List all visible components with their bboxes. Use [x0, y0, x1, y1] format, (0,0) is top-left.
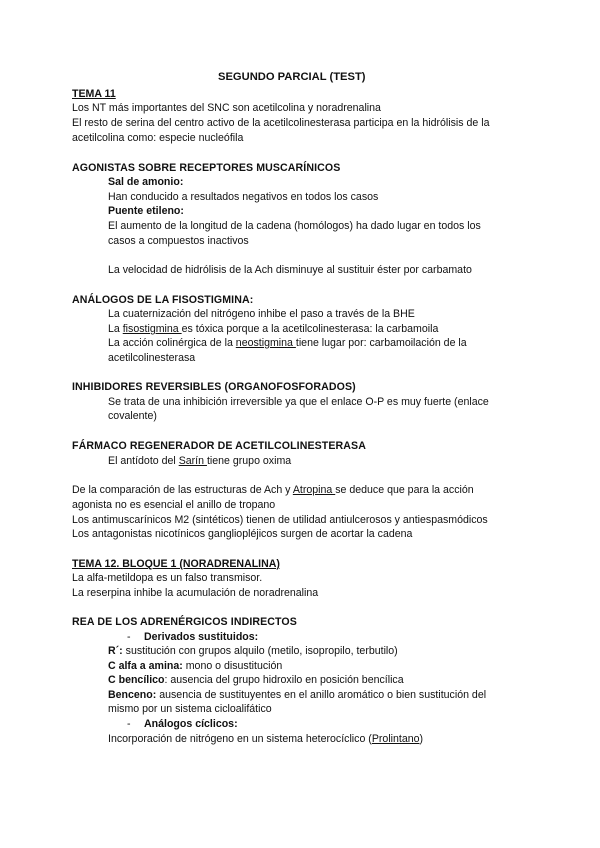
comparacion-line-3: Los antimuscarínicos M2 (sintéticos) tienen de utilidad antiulcerosos y antiespasmódicos: [72, 514, 488, 526]
sal-amonio-label: Sal de amonio:: [108, 176, 184, 188]
benceno-line-2: mismo por un sistema cicloalifático: [108, 703, 272, 715]
inhibidores-line-1: Se trata de una inhibición irreversible ya que el enlace O-P es muy fuerte (enlace: [108, 396, 489, 408]
tema11-line-3: acetilcolina como: especie nucleófila: [72, 132, 244, 144]
analogos-line-2: La fisostigmina es tóxica porque a la acetilcolinesterasa: la carbamoila: [108, 323, 439, 335]
comparacion-line-1: De la comparación de las estructuras de Ach y Atropina se deduce que para la acción: [72, 484, 474, 496]
derivados-sustituidos: Derivados sustituidos:: [144, 631, 259, 643]
analogos-heading: ANÁLOGOS DE LA FISOSTIGMINA:: [72, 294, 254, 306]
r-prime-line: R´: sustitución con grupos alquilo (metilo, isopropilo, terbutilo): [108, 645, 398, 657]
sal-amonio-text: Han conducido a resultados negativos en todos los casos: [108, 191, 379, 203]
prolintano-term: Prolintano: [371, 733, 420, 745]
c-alfa-line: C alfa a amina: mono o disustitución: [108, 660, 283, 672]
tema11-heading: TEMA 11: [72, 88, 116, 100]
velocidad-hidrolisis: La velocidad de hidrólisis de la Ach disminuye al sustituir éster por carbamato: [108, 264, 472, 276]
comparacion-line-2: agonista no es esencial el anillo de tropano: [72, 499, 276, 511]
c-bencilico-line: C bencílico: ausencia del grupo hidroxilo en posición bencílica: [108, 674, 404, 686]
bullet-dash: -: [127, 631, 131, 643]
rea-heading: REA DE LOS ADRENÉRGICOS INDIRECTOS: [72, 616, 297, 628]
comparacion-line-4: Los antagonistas nicotínicos gangliopléjicos surgen de acortar la cadena: [72, 528, 413, 540]
tema11-line-2: El resto de serina del centro activo de la acetilcolinesterasa participa en la hidrólisis de la: [72, 117, 490, 129]
puente-etileno-line-2: casos a compuestos inactivos: [108, 235, 249, 247]
analogos-line-3: La acción colinérgica de la neostigmina tiene lugar por: carbamoilación de la: [108, 337, 467, 349]
tema11-line-1: Los NT más importantes del SNC son acetilcolina y noradrenalina: [72, 102, 381, 114]
puente-etileno-label: Puente etileno:: [108, 205, 184, 217]
tema12-line-2: La reserpina inhibe la acumulación de noradrenalina: [72, 587, 319, 599]
agonistas-heading: AGONISTAS SOBRE RECEPTORES MUSCARÍNICOS: [72, 162, 341, 174]
bullet-dash: -: [127, 718, 131, 730]
farmaco-heading: FÁRMACO REGENERADOR DE ACETILCOLINESTERASA: [72, 440, 366, 452]
tema12-line-1: La alfa-metildopa es un falso transmisor.: [72, 572, 263, 584]
fisostigmina-term: fisostigmina: [122, 323, 182, 335]
benceno-line-1: Benceno: ausencia de sustituyentes en el anillo aromático o bien sustitución del: [108, 689, 487, 701]
sarin-term: Sarín: [178, 455, 207, 467]
inhibidores-heading: INHIBIDORES REVERSIBLES (ORGANOFOSFORADOS): [72, 381, 356, 393]
page-title: SEGUNDO PARCIAL (TEST): [218, 71, 366, 83]
puente-etileno-line-1: El aumento de la longitud de la cadena (homólogos) ha dado lugar en todos los: [108, 220, 481, 232]
neostigmina-term: neostigmina: [235, 337, 296, 349]
analogos-line-1: La cuaternización del nitrógeno inhibe el paso a través de la BHE: [108, 308, 415, 320]
tema12-heading: TEMA 12. BLOQUE 1 (NORADRENALINA): [72, 558, 280, 570]
incorporacion-line: Incorporación de nitrógeno en un sistema heterocíclico (Prolintano): [108, 733, 424, 745]
analogos-line-4: acetilcolinesterasa: [108, 352, 196, 364]
farmaco-line-1: El antídoto del Sarín tiene grupo oxima: [108, 455, 292, 467]
analogos-ciclicos: Análogos cíclicos:: [144, 718, 238, 730]
inhibidores-line-2: covalente): [108, 410, 157, 422]
atropina-term: Atropina: [292, 484, 336, 496]
